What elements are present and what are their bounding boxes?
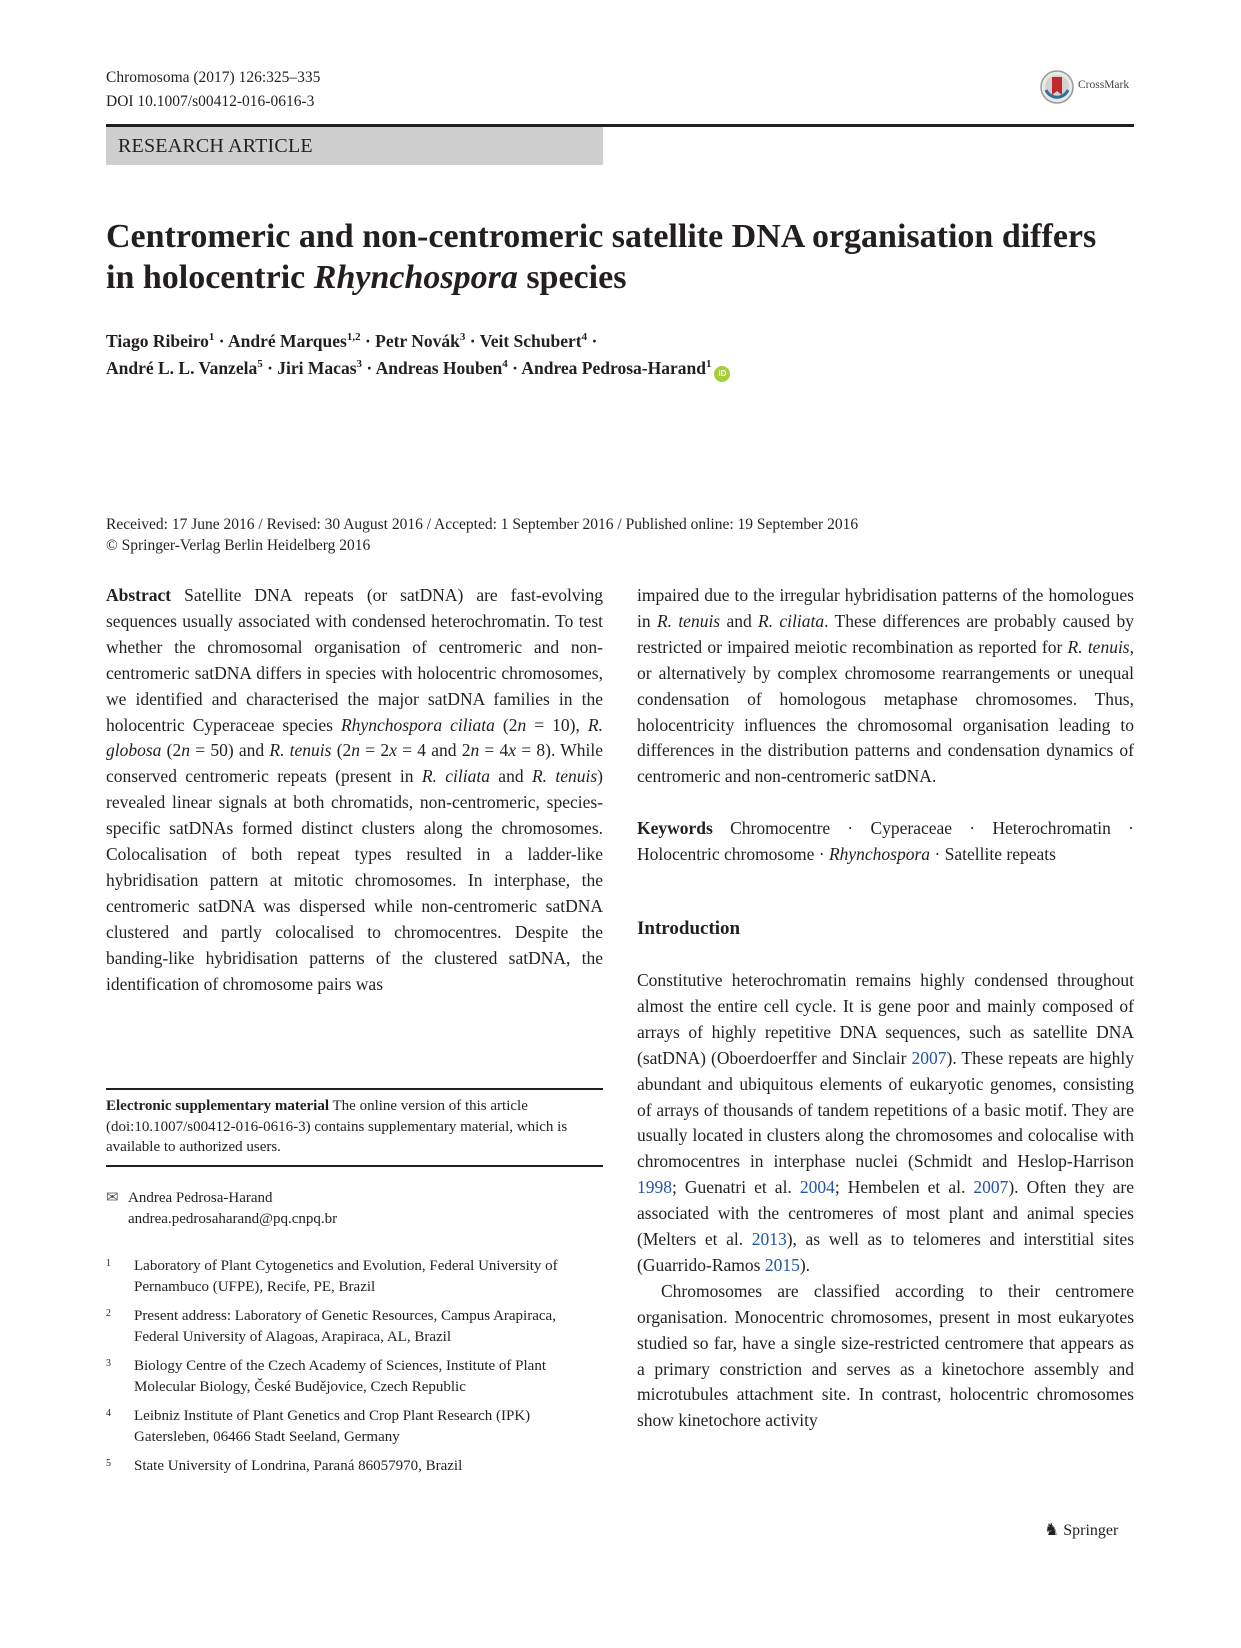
footnote-rule-top — [106, 1088, 603, 1090]
citation-link[interactable]: 2013 — [751, 1229, 787, 1250]
citation-link[interactable]: 2015 — [764, 1254, 800, 1275]
doi-line[interactable]: DOI 10.1007/s00412-016-0616-3 — [106, 93, 315, 110]
abstract-paragraph: Abstract Satellite DNA repeats (or satDNA) are fast-evolving sequences usually associated with condensed heterochromatin. To test whether the chromosomal organisation of centromeric and non-centromeric satDNA differs in species with holocentric chromosomes, we identified and characterised the major satDNA families in the holocentric Cyperaceae species Rhynchospora ciliata (2n = 10), R. globosa (2n = 50) and R. tenuis (2n = 2x = 4 and 2n = 4x = 8). While conserved centromeric repeats (present in R. ciliata and R. tenuis) revealed linear signals at both chromatids, non-centromeric, species-specific satDNAs formed distinct clusters along the chromosomes. Colocalisation of both repeat types resulted in a ladder-like hybridisation pattern at mitotic chromosomes. In interphase, the centromeric satDNA was dispersed while non-centromeric satDNA clustered and partly colocalised to chromocentres. Despite the banding-like hybridisation patterns of the clustered satDNA, the identification of chromosome pairs was — [106, 585, 603, 994]
supplementary-note — [106, 1096, 603, 1158]
author[interactable]: Veit Schubert$^4$ — [479, 331, 588, 351]
author[interactable]: André L. L. Vanzela$^5$ — [106, 358, 263, 378]
citation-link[interactable]: 2007 — [911, 1047, 947, 1068]
correspondence — [106, 1188, 603, 1229]
title-text: Centromeric and non-centromeric satellite DNA organisation differs in holocentric — [106, 218, 1097, 296]
date-history: Received: 17 June 2016 / Revised: 30 August 2016 / Accepted: 1 September 2016 / Published online: 19 September 2016 — [106, 516, 859, 533]
introduction-heading: Introduction — [637, 918, 741, 940]
title-text-end: species — [517, 259, 627, 296]
abstract-label: Abstract — [106, 585, 172, 605]
journal-citation: Chromosoma (2017) 126:325–335 — [106, 69, 321, 86]
author[interactable]: Petr Novák$^3$ — [375, 331, 466, 351]
right-column — [637, 583, 1134, 1434]
orcid-icon[interactable]: iD — [714, 366, 730, 382]
author[interactable]: Tiago Ribeiro$^1$ — [106, 331, 215, 351]
esm-label: Electronic supplementary material — [106, 1098, 330, 1114]
springer-horse-icon: ♞ — [1044, 1520, 1060, 1539]
citation-link[interactable]: 2004 — [799, 1177, 835, 1198]
crossmark-badge[interactable] — [1040, 70, 1140, 106]
article-title — [106, 216, 1106, 298]
author[interactable]: Jiri Macas$^3$ — [277, 358, 363, 378]
author[interactable]: Andrea Pedrosa-Harand$^1$ — [521, 358, 712, 378]
citation-link[interactable]: 2007 — [973, 1177, 1009, 1198]
introduction-paragraph-1: Constitutive heterochromatin remains highly condensed throughout almost the entire cell cycle. It is gene poor and mainly composed of arrays of highly repetitive DNA sequences, such as satellite DNA (satDNA) (Oboerdoerffer and Sinclair 2007). These repeats are highly abundant and ubiquitous elements of eukaryotic genomes, consisting of arrays of thousands of tandem repetitions of a basic motif. They are usually located in clusters along the chromosomes and colocalise with chromocentres in interphase nuclei (Schmidt and Heslop-Harrison 1998; Guenatri et al. 2004; Hembelen et al. 2007). Often they are associated with the centromeres of most plant and animal species (Melters et al. 2013), as well as to telomeres and interstitial sites (Guarrido-Ramos 2015). — [637, 969, 1135, 1275]
corresponding-author: Andrea Pedrosa-Harand — [128, 1190, 273, 1206]
envelope-icon: ✉ — [106, 1190, 119, 1206]
crossmark-icon — [1040, 70, 1074, 104]
title-genus: Rhynchospora — [313, 259, 518, 296]
copyright-line: © Springer-Verlag Berlin Heidelberg 2016 — [106, 537, 371, 554]
keywords: Keywords Chromocentre · Cyperaceae · Heterochromatin · Holocentric chromosome · Rhynchospora · Satellite repeats — [637, 818, 1134, 865]
abstract-column-left — [106, 583, 603, 1048]
crossmark-label: CrossMark — [1078, 79, 1130, 91]
publisher-name: Springer — [1063, 1522, 1119, 1539]
author-list: Tiago Ribeiro$^1$ · André Marques$^{1,2}$ · Petr Novák$^3$ · Veit Schubert$^4$ · André L. L. Vanzela$^5$ · Jiri Macas$^3$ · Andreas Houben$^4$ · Andrea Pedrosa-Harand$^1$iD — [106, 328, 1106, 382]
publication-history — [106, 514, 1134, 556]
journal-header — [106, 66, 320, 114]
article-page: Chromosoma (2017) 126:325–335 DOI 10.1007/s00412-016-0616-3 CrossMark RESEARCH ARTICLE Centromeric and non-centromeric satellite DNA organisation differs in holocentric Rhynchospora species Tiago Ribeiro$^1$ · André Marques$^{1,2}$ · Petr Novák$^3$ · Veit Schubert$^4$ · André L. L. Vanzela$^5$ · Jiri Macas$^3$ · Andreas Houben$^4$ · Andrea Pedrosa-Harand$^1$iD Received: 17 June 2016 / Revised: 30 August 2016 / Accepted: 1 September 2016 / Published online: 19 September 2016 © Springer-Verlag Berlin Heidelberg 2016 Abstract Satellite DNA repeats (or satDNA) are fast-evolving sequences usually associated with condensed heterochromatin. To test whether the chromosomal organisation of centromeric and non-centromeric satDNA differs in species with holocentric chromosomes, we identified and characterised the major satDNA families in the holocentric Cyperaceae species Rhynchospora ciliata (2n = 10), R. globosa (2n = 50) and R. tenuis (2n = 2x = 4 and 2n = 4x = 8). While conserved centromeric repeats (present in R. ciliata and R. tenuis) revealed linear signals at both chromatids, non-centromeric, species-specific satDNAs formed distinct clusters along the chromosomes. Colocalisation of both repeat types resulted in a ladder-like hybridisation pattern at mitotic chromosomes. In interphase, the centromeric satDNA was dispersed while non-centromeric satDNA clustered and partly colocalised to chromocentres. Despite the banding-like hybridisation patterns of the clustered satDNA, the identification of chromosome pairs was Electronic supplementary material The online version of this article (doi:10.1007/s00412-016-0616-3) contains supplementary material, which is available to authorized users. ✉ Andrea Pedrosa-Harand andrea.pedrosaharand@pq.cnpq.br 1 Laboratory of Plant Cytogenetics and Evolution, Federal University of Pernambuco (UFPE), Recife, PE, Brazil 2 Present address: Laboratory of Genetic Resources, Campus Arapiraca, Federal University of Alagoas, Arapiraca, AL, Brazil 3 Biology Centre of the Czech Academy of Sciences, Institute of Plant Molecular Biology, České Budějovice, Czech Republic 4 Leibniz Institute of Plant Genetics and Crop Plant Research (IPK) Gatersleben, 06466 Stadt Seeland, Germany 5 State University of Londrina, Paraná 86057970, Brazil impaired due to the irregular hybridisation patterns of the homologues in R. tenuis and R. ciliata. These differences are probably caused by restricted or impaired meiotic recombination as reported for R. tenuis, or alternatively by complex chromosome rearrangements or unequal condensation of homologous metaphase chromosomes. Thus, holocentricity influences the chromosomal organisation leading to differences in the distribution patterns and condensation dynamics of centromeric and non-centromeric satDNA. Keywords Chromocentre · Cyperaceae · Heterochromatin · Holocentric chromosome · Rhynchospora · Satellite repeats Introduction Constitutive heterochromatin remains highly condensed throughout almost the entire cell cycle. It is gene poor and mainly composed of arrays of highly repetitive DNA sequences, such as satellite DNA (satDNA) (Oboerdoerffer and Sinclair 2007). These repeats are highly abundant and ubiquitous elements of eukaryotic genomes, consisting of arrays of thousands of tandem repetitions of a basic motif. They are usually located in clusters along the chromosomes and colocalise with chromocentres in interphase nuclei (Schmidt and Heslop-Harrison 1998; Guenatri et al. 2004; Hembelen et al. 2007). Often they are associated with the centromeres of most plant and animal species (Melters et al. 2013), as well as to telomeres and interstitial sites (Guarrido-Ramos 2015). Chromosomes are classified according to their centromere organisation. Monocentric chromosomes, present in most eukaryotes studied so far, have a single size-restricted centromere that appears as a primary constriction and serves as a kinetochore assembly and microtubules attachment site. In contrast, holocentric chromosomes show kinetochore activity ♞ Springer — [0, 0, 1241, 1648]
corresponding-email[interactable]: andrea.pedrosaharand@pq.cnpq.br — [128, 1210, 338, 1227]
article-type-banner: RESEARCH ARTICLE — [106, 127, 603, 165]
author[interactable]: Andreas Houben$^4$ — [375, 358, 508, 378]
esm-text: The online version of this article (doi:10.1007/s00412-016-0616-3) contains supplementary material, which is available to authorized users. — [106, 1098, 568, 1155]
citation-link[interactable]: 1998 — [637, 1177, 672, 1198]
introduction-paragraph-2: Chromosomes are classified according to their centromere organisation. Monocentric chromosomes, present in most eukaryotes studied so far, have a single size-restricted centromere that appears as a primary constriction and serves as a kinetochore assembly and microtubules attachment site. In contrast, holocentric chromosomes show kinetochore activity — [637, 1280, 1134, 1431]
publisher-logo — [1044, 1520, 1118, 1540]
keywords-label: Keywords — [637, 818, 713, 839]
author[interactable]: André Marques$^{1,2}$ — [228, 331, 361, 351]
footnote-rule-bottom — [106, 1165, 603, 1167]
abstract-continuation: impaired due to the irregular hybridisation patterns of the homologues in R. tenuis and R. ciliata. These differences are probably caused by restricted or impaired meiotic recombination as reported for R. tenuis, or alternatively by complex chromosome rearrangements or unequal condensation of homologous metaphase chromosomes. Thus, holocentricity influences the chromosomal organisation leading to differences in the distribution patterns and condensation dynamics of centromeric and non-centromeric satDNA. — [637, 585, 1134, 787]
